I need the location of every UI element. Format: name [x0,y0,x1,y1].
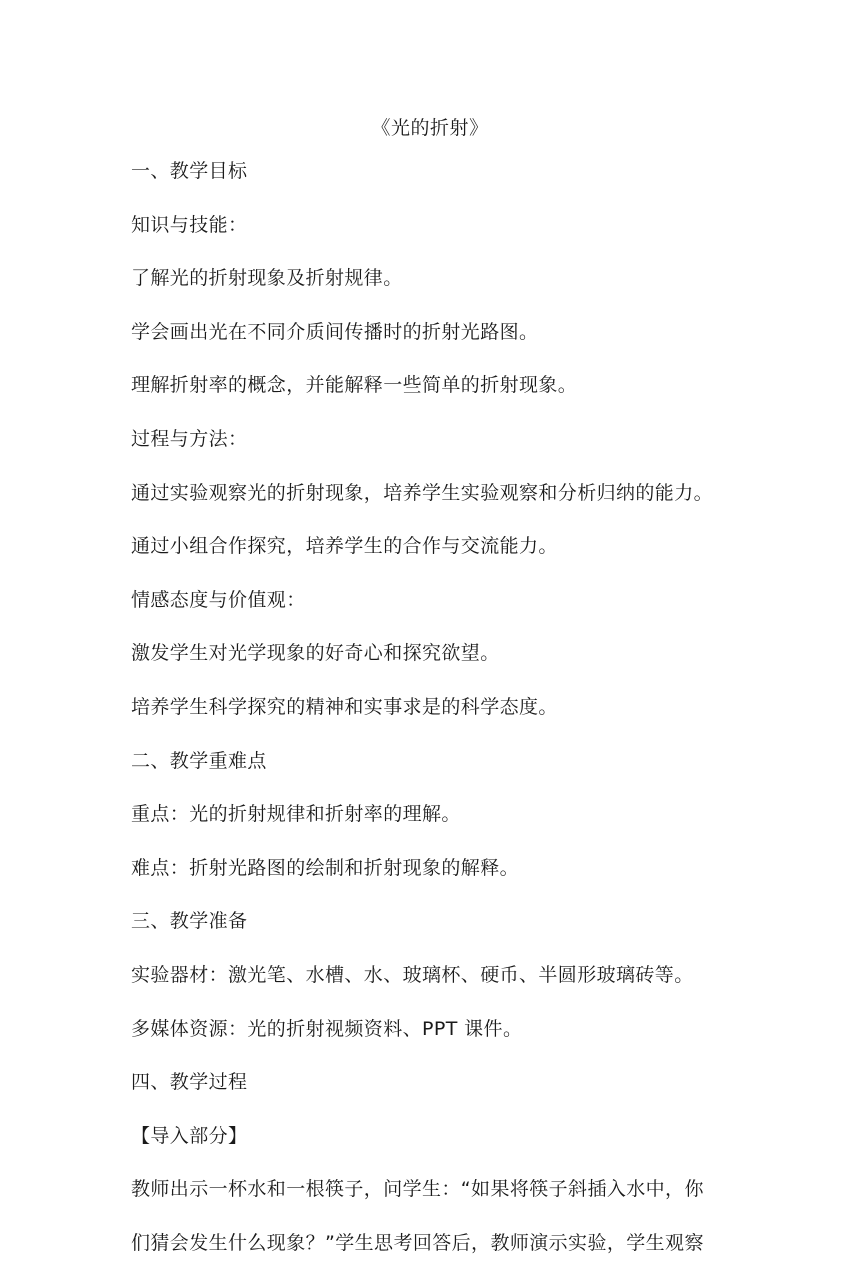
section-heading-objectives: 一、教学目标 [131,160,248,182]
subheading-introduction: 【导入部分】 [131,1124,248,1147]
document-title: 《光的折射》 [371,117,489,139]
section-heading-process: 四、教学过程 [131,1071,248,1094]
text-line: 实验器材：激光笔、水槽、水、玻璃杯、硬币、半圆形玻璃砖等。 [131,963,694,986]
subheading-attitudes-values: 情感态度与价值观： [131,588,306,611]
paragraph-line: 教师出示一杯水和一根筷子，问学生：“如果将筷子斜插入水中，你 [131,1178,704,1201]
subheading-knowledge-skills: 知识与技能： [131,213,248,236]
paragraph-line: 们猜会发生什么现象？”学生思考回答后，教师演示实验，学生观察 [131,1231,704,1254]
subheading-process-methods: 过程与方法： [131,427,248,450]
text-line: 通过实验观察光的折射现象，培养学生实验观察和分析归纳的能力。 [131,481,714,504]
section-heading-preparation: 三、教学准备 [131,910,248,933]
document-body [131,157,751,1282]
section-heading-key-difficult-points: 二、教学重难点 [131,749,267,772]
text-line: 重点：光的折射规律和折射率的理解。 [131,803,461,826]
text-line: 难点：折射光路图的绘制和折射现象的解释。 [131,856,520,879]
text-line: 学会画出光在不同介质间传播时的折射光路图。 [131,320,539,343]
text-line: 多媒体资源：光的折射视频资料、PPT 课件。 [131,1017,523,1040]
text-line: 培养学生科学探究的精神和实事求是的科学态度。 [131,695,558,718]
text-line: 理解折射率的概念，并能解释一些简单的折射现象。 [131,374,578,397]
text-line: 了解光的折射现象及折射规律。 [131,267,403,290]
text-line: 激发学生对光学现象的好奇心和探究欲望。 [131,642,500,665]
text-line: 通过小组合作探究，培养学生的合作与交流能力。 [131,535,558,558]
